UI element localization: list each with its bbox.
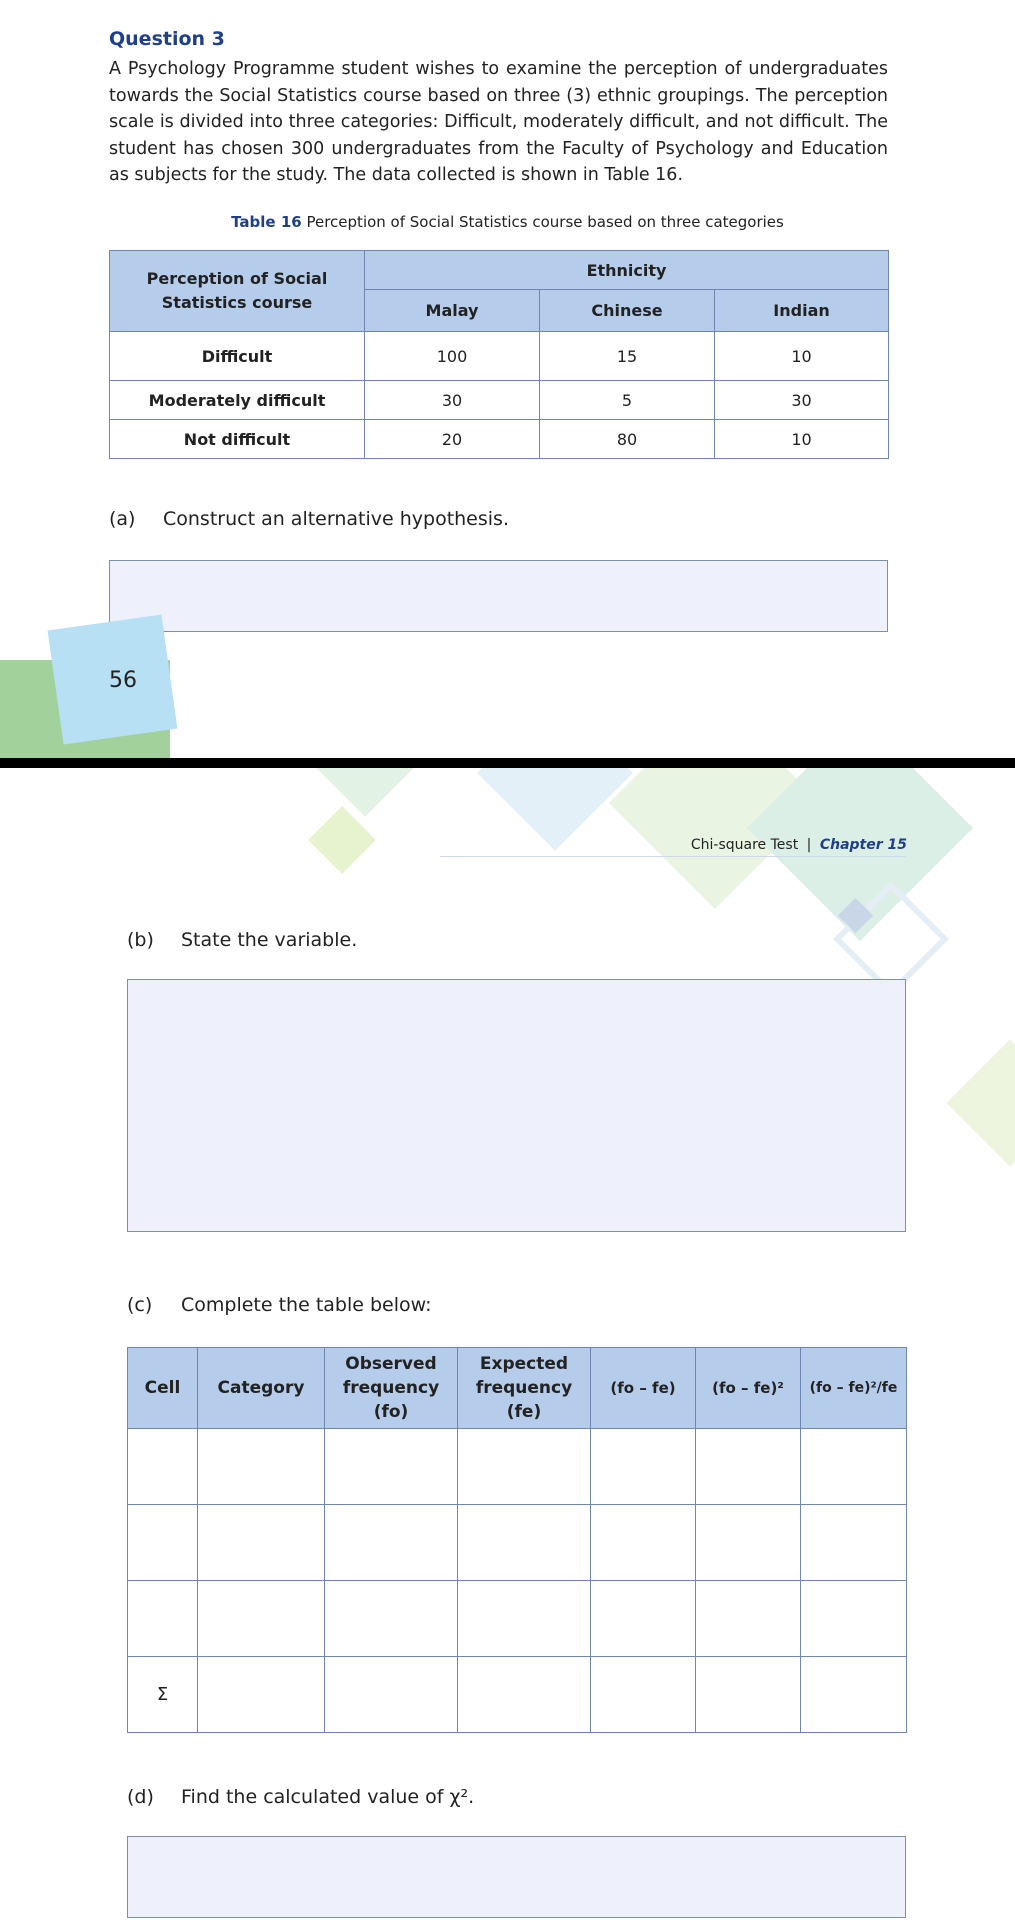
column-header-difference-squared: (fo – fe)² — [696, 1348, 801, 1429]
answer-cell[interactable] — [458, 1429, 591, 1505]
deco-diamond — [301, 768, 428, 817]
answer-cell[interactable] — [696, 1429, 801, 1505]
column-header-observed: Observed frequency (fo) — [325, 1348, 458, 1429]
table-row — [110, 420, 889, 459]
row-label: Not difficult — [110, 420, 365, 459]
column-header-category: Category — [198, 1348, 325, 1429]
part-d-letter: (d) — [127, 1786, 154, 1808]
running-separator: | — [806, 837, 812, 853]
table-cell: 30 — [715, 381, 889, 420]
answer-cell[interactable] — [128, 1505, 198, 1581]
answer-cell[interactable] — [325, 1657, 458, 1733]
answer-cell[interactable] — [591, 1657, 696, 1733]
column-header-indian: Indian — [715, 290, 889, 332]
answer-box-b[interactable] — [127, 979, 906, 1232]
column-header-malay: Malay — [365, 290, 540, 332]
chi-square-table — [127, 1347, 907, 1733]
table-row — [110, 332, 889, 381]
page-57 — [0, 768, 1015, 1920]
answer-cell[interactable] — [696, 1505, 801, 1581]
answer-box-a[interactable] — [109, 560, 888, 632]
running-header-rule — [440, 856, 906, 857]
sum-row — [128, 1657, 907, 1733]
row-label: Moderately difficult — [110, 381, 365, 420]
answer-cell[interactable] — [801, 1429, 907, 1505]
table-row — [128, 1429, 907, 1505]
table-cell: 5 — [540, 381, 715, 420]
part-b-text: State the variable. — [181, 929, 358, 951]
table16-caption — [0, 213, 1015, 231]
column-header-difference: (fo – fe) — [591, 1348, 696, 1429]
deco-diamond — [946, 1039, 1015, 1166]
answer-cell[interactable] — [591, 1581, 696, 1657]
answer-cell[interactable] — [325, 1581, 458, 1657]
answer-cell[interactable] — [801, 1505, 907, 1581]
answer-cell[interactable] — [696, 1657, 801, 1733]
answer-cell[interactable] — [591, 1505, 696, 1581]
table-cell: 80 — [540, 420, 715, 459]
perception-table — [109, 250, 889, 459]
deco-diamond — [477, 768, 633, 851]
table-cell: 15 — [540, 332, 715, 381]
deco-diamond — [308, 806, 376, 874]
question-title: Question 3 — [109, 28, 225, 50]
answer-cell[interactable] — [198, 1581, 325, 1657]
page-separator — [0, 758, 1015, 768]
running-chapter: Chapter 15 — [819, 837, 907, 853]
column-header-expected: Expected frequency (fe) — [458, 1348, 591, 1429]
table-cell: 10 — [715, 420, 889, 459]
table16-caption-label: Table 16 — [231, 213, 302, 231]
answer-cell[interactable] — [325, 1429, 458, 1505]
table-cell: 20 — [365, 420, 540, 459]
table-row — [110, 381, 889, 420]
part-a-text: Construct an alternative hypothesis. — [163, 508, 509, 530]
answer-cell[interactable] — [198, 1657, 325, 1733]
answer-cell[interactable] — [801, 1581, 907, 1657]
answer-cell[interactable] — [696, 1581, 801, 1657]
ethnicity-header: Ethnicity — [365, 251, 889, 290]
row-label: Difficult — [110, 332, 365, 381]
answer-cell[interactable] — [128, 1581, 198, 1657]
answer-cell[interactable] — [458, 1505, 591, 1581]
part-c-text: Complete the table below: — [181, 1294, 432, 1316]
table-row — [128, 1581, 907, 1657]
column-header-chinese: Chinese — [540, 290, 715, 332]
table-row — [128, 1505, 907, 1581]
answer-cell[interactable] — [325, 1505, 458, 1581]
column-header-chi-term: (fo – fe)²/fe — [801, 1348, 907, 1429]
answer-cell[interactable] — [198, 1505, 325, 1581]
running-title: Chi-square Test — [690, 837, 799, 853]
table-cell: 100 — [365, 332, 540, 381]
sum-symbol: Σ — [128, 1657, 198, 1733]
table-cell: 30 — [365, 381, 540, 420]
part-d-text: Find the calculated value of χ². — [181, 1786, 475, 1808]
part-a-letter: (a) — [109, 508, 136, 530]
answer-box-d[interactable] — [127, 1836, 906, 1918]
running-header — [691, 837, 907, 853]
answer-cell[interactable] — [458, 1657, 591, 1733]
page-number: 56 — [109, 668, 137, 693]
part-c-letter: (c) — [127, 1294, 153, 1316]
column-header-cell: Cell — [128, 1348, 198, 1429]
table16-caption-text: Perception of Social Statistics course based on three categories — [306, 213, 784, 231]
answer-cell[interactable] — [128, 1429, 198, 1505]
answer-cell[interactable] — [801, 1657, 907, 1733]
answer-cell[interactable] — [458, 1581, 591, 1657]
answer-cell[interactable] — [198, 1429, 325, 1505]
page-56 — [0, 0, 1015, 758]
answer-cell[interactable] — [591, 1429, 696, 1505]
question-body: A Psychology Programme student wishes to examine the perception of undergraduates towards the Social Statistics course based on three (3) ethnic groupings. The perception scale is divided into three categories: Difficult, moderately difficult, and not difficult. The student has chosen 300 undergraduates from the Faculty of Psychology and Education as subjects for the study. The data collected is shown in Table 16. — [109, 59, 888, 185]
part-b-letter: (b) — [127, 929, 154, 951]
table-cell: 10 — [715, 332, 889, 381]
corner-header: Perception of Social Statistics course — [110, 251, 365, 332]
